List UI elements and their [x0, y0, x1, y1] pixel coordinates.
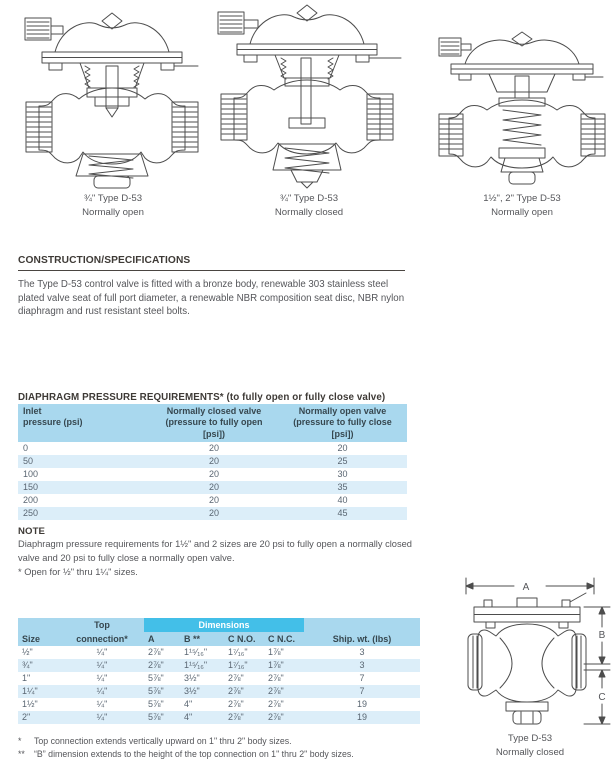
inlet-header-line1: Inlet: [23, 406, 42, 416]
cell: ¼": [96, 699, 108, 709]
cell: 20: [150, 455, 278, 468]
cell: 40: [337, 494, 348, 505]
cell: 5⅞": [144, 685, 180, 698]
cell: 1⁷⁄₁₆": [228, 647, 248, 657]
valve-figure-normally-open-small: [22, 4, 204, 192]
cell: 1½": [22, 699, 38, 709]
cell: ¼": [96, 673, 108, 683]
dimensions-footnote-1: [18, 735, 292, 747]
valve-cross-section-large-icon: [437, 30, 607, 190]
cell: 200: [23, 494, 39, 505]
cell: 50: [18, 455, 150, 468]
cell: 2⅞": [148, 647, 164, 657]
cell: 5⅞": [144, 711, 180, 724]
table-row: [18, 711, 420, 724]
cell: 1¹⁵⁄₁₆": [184, 647, 208, 657]
note-heading: NOTE: [18, 526, 46, 537]
cell: 3½": [180, 685, 224, 698]
cell: 0: [23, 442, 29, 453]
cell: 2": [18, 711, 60, 724]
cell: ¾": [18, 659, 60, 672]
cell: 1⅞": [268, 647, 284, 657]
dimension-figure-caption-line1: Type D-53: [507, 733, 553, 744]
cell: 5⅞": [148, 673, 164, 683]
cell: 20: [208, 442, 219, 453]
col-header-cnc: C N.C.: [264, 632, 304, 646]
cell: 45: [278, 507, 407, 520]
table-row: [18, 659, 420, 672]
footnote-marker: **: [18, 749, 25, 759]
figure-1-caption-line1: ¾" Type D-53: [83, 193, 143, 204]
figure-3-caption-line2: Normally open: [491, 207, 553, 219]
dimension-figure-caption: [444, 732, 612, 761]
table-row: [18, 685, 420, 698]
pressure-table-title: DIAPHRAGM PRESSURE REQUIREMENTS* (to fully open or fully close valve): [18, 392, 386, 403]
cell: 2⅞": [264, 685, 304, 698]
cell: 1⅞": [264, 659, 304, 672]
pressure-table-header-row: [18, 404, 407, 442]
empty-header-cell: [304, 618, 420, 632]
cell: 1¼": [18, 685, 60, 698]
cell: 2⅞": [224, 685, 264, 698]
cell: 3½": [184, 673, 200, 683]
cell: 250: [18, 507, 150, 520]
cell: 30: [337, 468, 348, 479]
pressure-col-normally-closed: [150, 404, 278, 442]
dimension-label-b: B: [598, 630, 606, 641]
pressure-col-inlet: [18, 404, 150, 442]
figure-3-caption-line1: 1½", 2" Type D-53: [483, 193, 561, 204]
cell: ¼": [60, 685, 144, 698]
dimensions-header-row: [18, 632, 420, 646]
dimensions-footnote-2: [18, 748, 354, 760]
figure-2-caption-line1: ¾" Type D-53: [279, 193, 339, 204]
footnote-text: “B” dimension extends to the height of the top connection on 1" thru 2" body sizes.: [34, 749, 354, 759]
dimensions-group-header: Dimensions: [144, 618, 304, 632]
valve-figure-normally-open-large: [437, 30, 607, 190]
dimension-figure-caption-line2: Normally closed: [495, 747, 565, 759]
cell: 1": [22, 673, 31, 683]
cell: 19: [357, 699, 368, 709]
table-row: [18, 672, 420, 685]
cell: 2⅞": [224, 711, 264, 724]
cell: 20: [208, 468, 219, 479]
col-header-cno: C N.O.: [224, 632, 264, 646]
footnote-marker: *: [18, 736, 22, 746]
pressure-table: [18, 404, 407, 520]
nc-header-line2: (pressure to fully open [psi]): [165, 417, 263, 439]
col-header-b: B **: [180, 632, 224, 646]
note-footnote: * Open for ½" thru 1¼" sizes.: [18, 567, 138, 577]
figure-1-caption-line2: Normally open: [82, 207, 144, 219]
cell: 2⅞": [264, 711, 304, 724]
pressure-col-normally-open: [278, 404, 407, 442]
cell: 3: [359, 647, 365, 657]
valve-dimension-drawing-icon: [444, 576, 612, 728]
table-row: [18, 455, 407, 468]
cell: ¼": [60, 659, 144, 672]
table-row: [18, 442, 407, 455]
valve-cross-section-normally-open-icon: [22, 4, 204, 192]
cell: 4": [184, 699, 193, 709]
cell: 20: [337, 442, 348, 453]
no-header-line1: Normally open valve: [298, 406, 387, 416]
dimensions-table: [18, 618, 420, 724]
figure-2-caption-line2: Normally closed: [274, 207, 344, 219]
dimension-figure: [444, 576, 612, 761]
figure-1-caption: [22, 192, 204, 221]
construction-body: The Type D-53 control valve is fitted with a bronze body, renewable 303 stainless steel plated valve seat of full port diameter, a renewable NBR composition seat disc, NBR nylon diaphragm and rust resistant steel bolts.: [18, 279, 405, 318]
note-body: Diaphragm pressure requirements for 1½" and 2 sizes are 20 psi to fully open a normally closed valve and 20 psi to fully close a normally open valve.: [18, 539, 412, 563]
cell: 4": [180, 711, 224, 724]
cell: 2⅞": [268, 673, 284, 683]
table-row: [18, 698, 420, 711]
cell: 7: [359, 673, 365, 683]
cell: ½": [22, 647, 33, 657]
col-header-connection: connection*: [60, 632, 144, 646]
cell: 19: [304, 711, 420, 724]
cell: 35: [278, 481, 407, 494]
cell: 2⅞": [228, 673, 244, 683]
figure-3-caption: [437, 192, 607, 221]
empty-header-cell: [18, 618, 60, 632]
cell: 7: [304, 685, 420, 698]
cell: 3: [304, 659, 420, 672]
dimension-label-a: A: [522, 582, 530, 593]
construction-rule: [18, 270, 405, 271]
cell: 1¹⁵⁄₁₆": [180, 659, 224, 672]
cell: 150: [18, 481, 150, 494]
cell: 1⁷⁄₁₆": [224, 659, 264, 672]
table-row: [18, 507, 407, 520]
cell: 25: [278, 455, 407, 468]
no-header-line2: (pressure to fully close [psi]): [293, 417, 392, 439]
cell: ¼": [96, 647, 108, 657]
col-header-a: A: [144, 632, 180, 646]
table-row: [18, 646, 420, 659]
table-row: [18, 494, 407, 507]
cell: 2⅞": [144, 659, 180, 672]
col-header-size: Size: [18, 632, 60, 646]
cell: 20: [208, 494, 219, 505]
dimensions-group-header-row: [18, 618, 420, 632]
nc-header-line1: Normally closed valve: [166, 406, 262, 416]
cell: 20: [150, 481, 278, 494]
cell: 5⅞": [148, 699, 164, 709]
cell: 20: [150, 507, 278, 520]
table-row: [18, 481, 407, 494]
cell: 2⅞": [268, 699, 284, 709]
dimension-label-c: C: [598, 692, 606, 703]
construction-heading: CONSTRUCTION/SPECIFICATIONS: [18, 255, 191, 266]
table-row: [18, 468, 407, 481]
inlet-header-line2: pressure (psi): [23, 417, 83, 428]
footnote-text: Top connection extends vertically upward on 1" thru 2" body sizes.: [34, 736, 292, 746]
col-header-shipwt: Ship. wt. (lbs): [304, 632, 420, 646]
valve-cross-section-normally-closed-icon: [215, 0, 403, 190]
cell: 2⅞": [228, 699, 244, 709]
valve-figure-normally-closed-small: [215, 0, 403, 190]
cell: 100: [23, 468, 39, 479]
cell: ¼": [60, 711, 144, 724]
top-group-header: Top: [60, 618, 144, 632]
figure-2-caption: [215, 192, 403, 221]
